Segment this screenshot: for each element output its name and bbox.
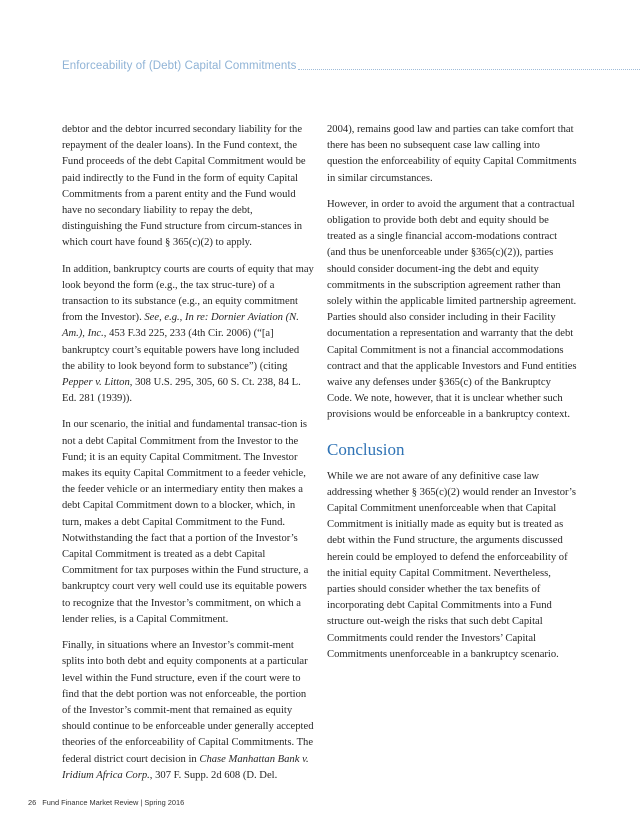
page-footer xyxy=(28,798,184,807)
paragraph: In addition, bankruptcy courts are courts of equity that may look beyond the form (e.g., the tax struc-ture) of a transaction to its substance (e.g., an equity commitment from the Investor). See, e.g., In re: Dornier Aviation (N. Am.), Inc., 453 F.3d 225, 233 (4th Cir. 2006) (“[a] bankruptcy court’s equitable powers have long included the ability to look beyond form to substance”) (citing Pepper v. Litton, 308 U.S. 295, 305, 60 S. Ct. 238, 84 L. Ed. 281 (1939)). xyxy=(62,263,314,405)
right-column xyxy=(327,122,577,673)
left-column xyxy=(62,122,314,794)
paragraph: 2004), remains good law and parties can take comfort that there has been no subsequent case law calling into question the enforceability of equity Capital Commitments in similar circumstances. xyxy=(327,124,577,184)
publication-info: Fund Finance Market Review | Spring 2016 xyxy=(42,798,185,807)
page-number: 26 xyxy=(28,798,37,807)
header-dotted-rule xyxy=(298,69,640,70)
paragraph: In our scenario, the initial and fundamental transac-tion is not a debt Capital Commitment from the Investor to the Fund; it is an equity Capital Commitment. The Investor makes its equity Capital Commitment to a feeder vehicle, the feeder vehicle or an intermediary entity then makes a debt Capital Commitment down to a blocker, which, in turn, makes a debt Capital Commitment to the Fund. Notwithstanding the fact that a portion of the Investor’s Capital Commitment is treated as a debt Capital Commitment for tax purposes within the Fund structure, a bankruptcy court very well could use its equitable powers to recognize that the Investor’s commitment, on which a lender relies, is a Capital Commitment. xyxy=(62,419,309,625)
paragraph: debtor and the debtor incurred secondary liability for the repayment of the dealer loans). In the Fund context, the Fund proceeds of the debt Capital Commitment would be paid indirectly to the Fund in the form of equity Capital Commitments from a parent entity and the Fund would have no secondary liability to repay the debt, distinguishing the Fund structure from circum-stances in which court have found § 365(c)(2) to apply. xyxy=(62,124,306,249)
case-citation: Pepper v. Litton xyxy=(62,377,130,389)
case-citation: Chase Manhattan Bank v. Iridium Africa Corp. xyxy=(62,753,309,781)
paragraph: While we are not aware of any definitive case law addressing whether § 365(c)(2) would render an Investor’s Capital Commitment unenforceable when that Capital Commitment is initially made as equity but is treated as debt within the Fund structure, the arguments discussed herein could be employed to defend the enforceability of the initial equity Capital Commitment. Nevertheless, parties should consider whether the tax benefits of incorporating debt Capital Commitments into a Fund structure out-weigh the risks that such debt Capital Commitments could render the Investors’ Capital Commitments unenforceable in a bankruptcy scenario. xyxy=(327,470,576,660)
running-header xyxy=(62,60,640,72)
section-heading-conclusion: Conclusion xyxy=(327,439,405,459)
running-header-title: Enforceability of (Debt) Capital Commitments xyxy=(62,60,297,72)
paragraph: However, in order to avoid the argument that a contractual obligation to provide both debt and equity should be treated as a single financial accom-modations contract (and thus be unenforceable under §365(c)(2)), parties should consider document-ing the debt and equity commitments in the subscription agreement rather than solely within the applicable limited partnership agreement. Parties should also consider including in their Facility documentation a representation and warranty that the debt Capital Commitment is not a financial accommodations contract and that the applicable Investors and Fund entities waive any defenses under §365(c) of the Bankruptcy Code. We note, however, that it is unclear whether such provisions would be enforceable in a bankruptcy context. xyxy=(327,198,577,421)
paragraph: Finally, in situations where an Investor’s commit-ment splits into both debt and equity components at a particular level within the Fund structure, even if the court were to find that the debt portion was not enforceable, the portion of the Investor’s commit-ment that remained as equity should continue to be enforceable under generally accepted theories of the enforceability of Capital Commitments. The federal district court decision in Chase Manhattan Bank v. Iridium Africa Corp., 307 F. Supp. 2d 608 (D. Del. xyxy=(62,640,314,781)
case-citation: See, e.g., In re: Dornier Aviation (N. Am.), Inc. xyxy=(62,312,299,340)
